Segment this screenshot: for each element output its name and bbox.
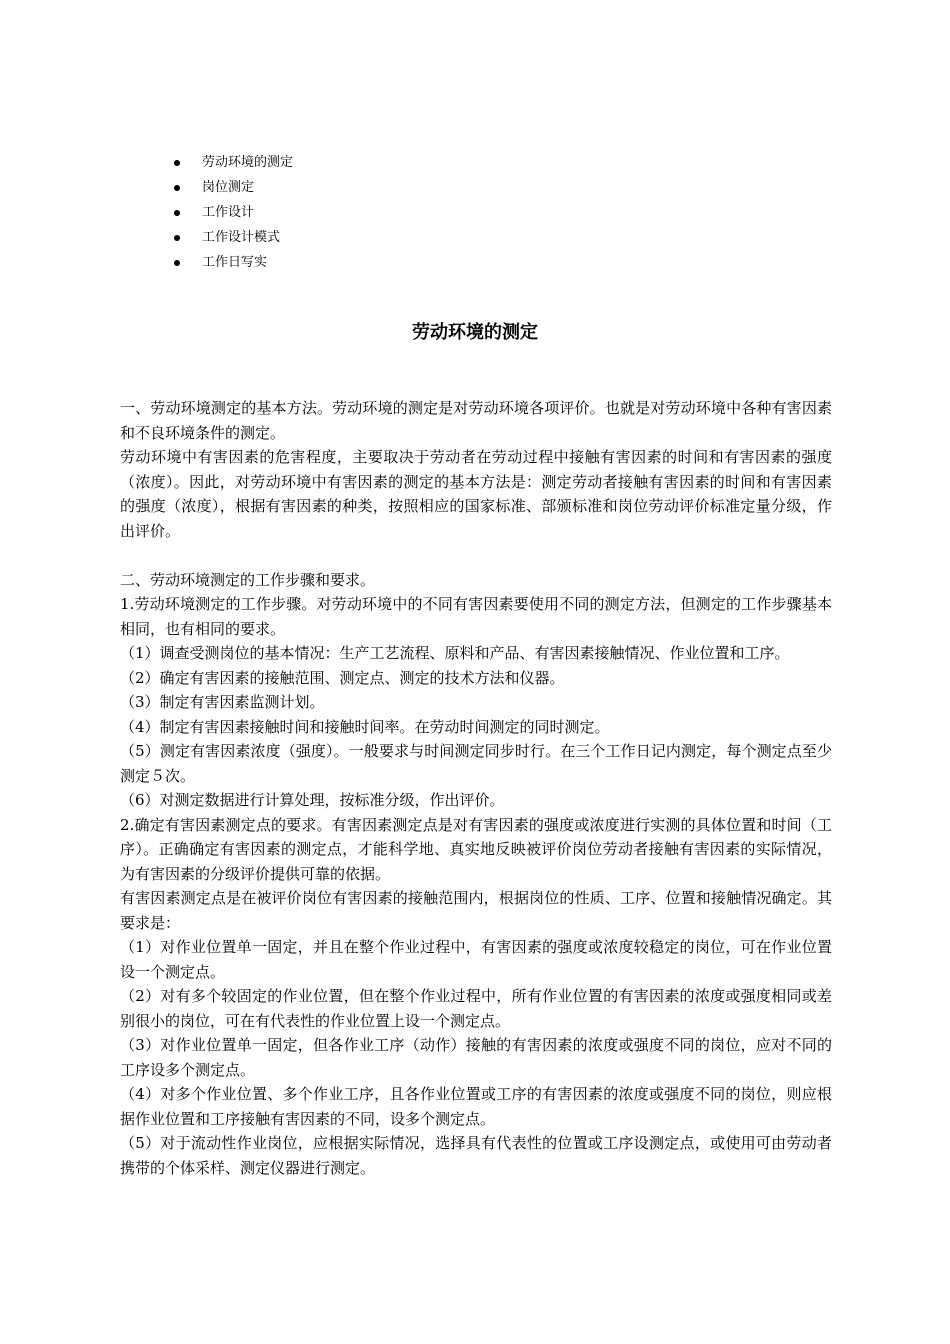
bullet-icon [174,235,180,241]
list-item: （1）调查受测岗位的基本情况：生产工艺流程、原料和产品、有害因素接触情况、作业位置和工序。 [120,644,790,662]
toc-item[interactable] [170,250,293,275]
list-item: （5）测定有害因素浓度（强度）。一般要求与时间测定同步时行。在三个工作日记内测定，每个测定点至少测定５次。 [120,742,832,785]
bullet-icon [174,160,180,166]
toc-item-label: 工作设计 [202,205,255,220]
toc-item-label: 工作日写实 [202,255,268,270]
bullet-icon [174,210,180,216]
paragraph: 1.劳动环境测定的工作步骤。对劳动环境中的不同有害因素要使用不同的测定方法，但测定的工作步骤基本相同，也有相同的要求。 [120,595,832,638]
list-item: （4）制定有害因素接触时间和接触时间率。在劳动时间测定的同时测定。 [120,717,610,736]
paragraph-spacer [120,543,832,568]
list-item: （1）对作业位置单一固定，并且在整个作业过程中，有害因素的强度或浓度较稳定的岗位，可在作业位置设一个测定点。 [120,938,832,981]
toc-item[interactable] [170,175,293,200]
paragraph: 有害因素测定点是在被评价岗位有害因素的接触范围内，根据岗位的性质、工序、位置和接触情况确定。其要求是： [120,889,832,932]
list-item: （2）确定有害因素的接触范围、测定点、测定的技术方法和仪器。 [120,668,565,687]
paragraph: 劳动环境中有害因素的危害程度，主要取决于劳动者在劳动过程中接触有害因素的时间和有害因素的强度（浓度）。因此，对劳动环境中有害因素的测定的基本方法是：测定劳动者接触有害因素的时间和有害因素的强度（浓度），根据有害因素的种类，按照相应的国家标准、部颁标准和岗位劳动评价标准定量分级，作出评价。 [120,448,832,540]
list-item: （3）制定有害因素监测计划。 [120,693,325,711]
toc-item[interactable] [170,225,293,250]
paragraph: 2.确定有害因素测定点的要求。有害因素测定点是对有害因素的强度或浓度进行实测的具体位置和时间（工序）。正确确定有害因素的测定点，才能科学地、真实地反映被评价岗位劳动者接触有害因素的实际情况，为有害因素的分级评价提供可靠的依据。 [120,815,832,883]
document-body [120,396,832,1180]
toc-item[interactable] [170,150,293,175]
toc-item-label: 工作设计模式 [202,230,281,245]
bullet-icon [174,260,180,266]
section-heading: 二、劳动环境测定的工作步骤和要求。 [120,570,376,589]
list-item: （2）对有多个较固定的作业位置，但在整个作业过程中，所有作业位置的有害因素的浓度或强度相同或差别很小的岗位，可在有代表性的作业位置上设一个测定点。 [120,987,832,1030]
toc-item-label: 劳动环境的测定 [202,155,294,170]
list-item: （5）对于流动性作业岗位，应根据实际情况，选择具有代表性的位置或工序设测定点，或使用可由劳动者携带的个体采样、测定仪器进行测定。 [120,1134,832,1177]
list-item: （3）对作业位置单一固定，但各作业工序（动作）接触的有害因素的浓度或强度不同的岗位，应对不同的工序设多个测定点。 [120,1036,832,1079]
page-title: 劳动环境的测定 [412,322,538,343]
toc-list [170,150,293,275]
bullet-icon [174,185,180,191]
toc-item-label: 岗位测定 [202,180,255,195]
list-item: （6）对测定数据进行计算处理，按标准分级，作出评价。 [120,791,505,809]
toc-item[interactable] [170,200,293,225]
paragraph: 一、劳动环境测定的基本方法。劳动环境的测定是对劳动环境各项评价。也就是对劳动环境中各种有害因素和不良环境条件的测定。 [120,399,832,442]
list-item: （4）对多个作业位置、多个作业工序，且各作业位置或工序的有害因素的浓度或强度不同的岗位，则应根据作业位置和工序接触有害因素的不同，设多个测定点。 [120,1085,832,1128]
